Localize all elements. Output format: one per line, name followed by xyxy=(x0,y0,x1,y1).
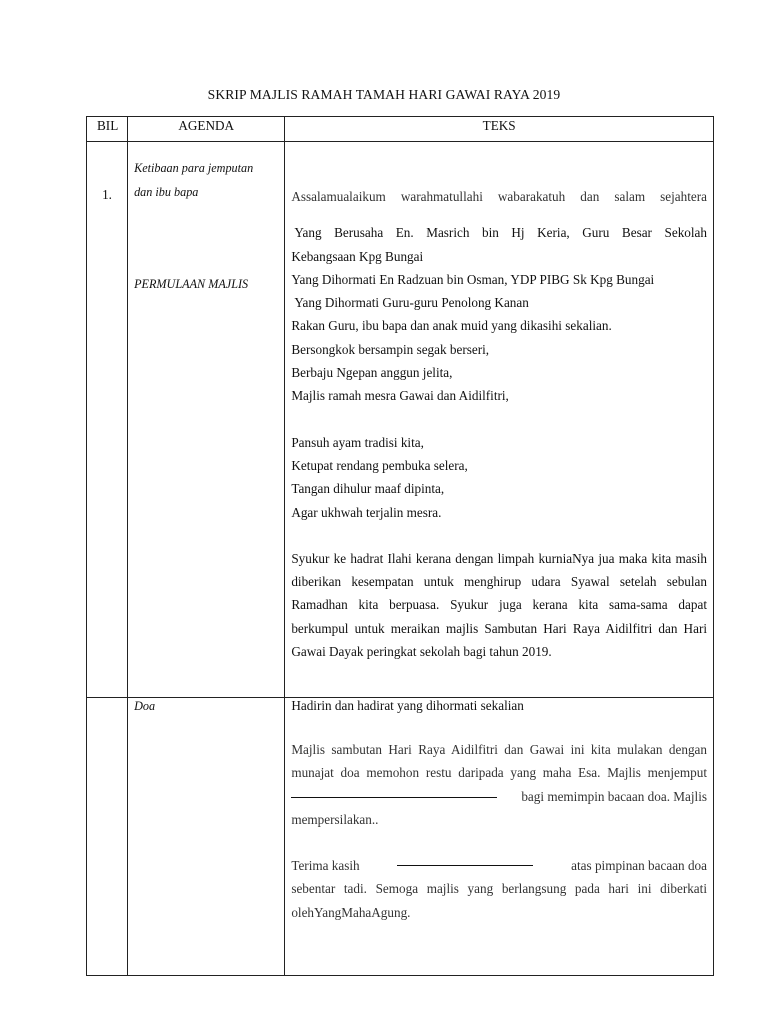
thanks-text: sebentar tadi. Semoga majlis yang berlangsung pada hari ini diberkati xyxy=(291,881,707,897)
agenda-item-arrival-cont: dan ibu bapa xyxy=(134,185,199,199)
header-bil: BIL xyxy=(87,117,128,142)
doa-text: bagi memimpin bacaan doa. Majlis xyxy=(521,788,707,804)
agenda-cell xyxy=(128,142,285,698)
agenda-item-arrival: Ketibaan para jemputan xyxy=(134,161,254,175)
agenda-cell xyxy=(128,698,285,976)
thanks-text: atas pimpinan bacaan doa xyxy=(571,858,707,874)
thanks-text: olehYangMahaAgung. xyxy=(291,904,411,920)
agenda-section-opening: PERMULAAN MAJLIS xyxy=(134,277,249,291)
salutation-headmaster: Yang Berusaha En. Masrich bin Hj Keria, Guru Besar Sekolah xyxy=(294,225,707,241)
thanks-text: Terima kasih xyxy=(291,858,360,874)
pantun-line: Bersongkok bersampin segak berseri, xyxy=(291,341,490,357)
page-title: SKRIP MAJLIS RAMAH TAMAH HARI GAWAI RAYA 2019 xyxy=(207,87,561,102)
agenda-item-doa: Doa xyxy=(134,699,156,713)
teks-cell xyxy=(285,142,714,698)
salutation-audience: Hadirin dan hadirat yang dihormati sekalian xyxy=(291,698,524,713)
pantun-line: Agar ukhwah terjalin mesra. xyxy=(291,504,442,520)
name-blank xyxy=(397,854,533,866)
thanks-line xyxy=(291,854,707,877)
table-row xyxy=(87,142,714,698)
salutation-ydp: Yang Dihormati En Radzuan bin Osman, YDP PIBG Sk Kpg Bungai xyxy=(291,271,655,287)
pantun-line: Berbaju Ngepan anggun jelita, xyxy=(291,365,453,381)
salutation-teachers: Yang Dihormati Guru-guru Penolong Kanan xyxy=(294,295,529,311)
row-number: 1. xyxy=(87,142,128,698)
script-table xyxy=(86,116,714,976)
table-row xyxy=(87,698,714,976)
salutation-all: Rakan Guru, ibu bapa dan anak muid yang dikasihi sekalian. xyxy=(291,318,612,334)
pantun-line: Pansuh ayam tradisi kita, xyxy=(291,434,424,450)
teks-cell xyxy=(285,698,714,976)
pantun-line: Tangan dihulur maaf dipinta, xyxy=(291,481,445,497)
doa-text: Majlis sambutan Hari Raya Aidilfitri dan Gawai ini kita mulakan dengan xyxy=(291,742,707,757)
pantun-line: Ketupat rendang pembuka selera, xyxy=(291,457,468,473)
greeting-text: Assalamualaikum warahmatullahi wabarakatuh dan salam sejahtera xyxy=(291,189,707,204)
pantun-line: Majlis ramah mesra Gawai dan Aidilfitri, xyxy=(291,388,509,404)
header-teks: TEKS xyxy=(285,117,714,142)
header-row xyxy=(87,117,714,142)
header-agenda: AGENDA xyxy=(128,117,285,142)
syukur-paragraph: Syukur ke hadrat Ilahi kerana dengan limpah kurniaNya jua maka kita masih diberikan kesempatan untuk menghirup udara Syawal setelah sebulan Ramadhan kita berpuasa. Syukur juga kerana kita sama-sama dapat berkumpul untuk meraikan majlis Sambutan Hari Raya Aidilfitri dan Hari Gawai Dayak peringkat sekolah bagi tahun 2019. xyxy=(291,550,707,660)
name-blank xyxy=(291,785,497,798)
doa-text: munajat doa memohon restu daripada yang maha Esa. Majlis menjemput xyxy=(291,765,707,781)
row-number-empty xyxy=(87,698,128,976)
doa-text: mempersilakan.. xyxy=(291,811,379,827)
salutation-headmaster-cont: Kebangsaan Kpg Bungai xyxy=(291,248,424,264)
doa-invite-line xyxy=(291,785,707,808)
